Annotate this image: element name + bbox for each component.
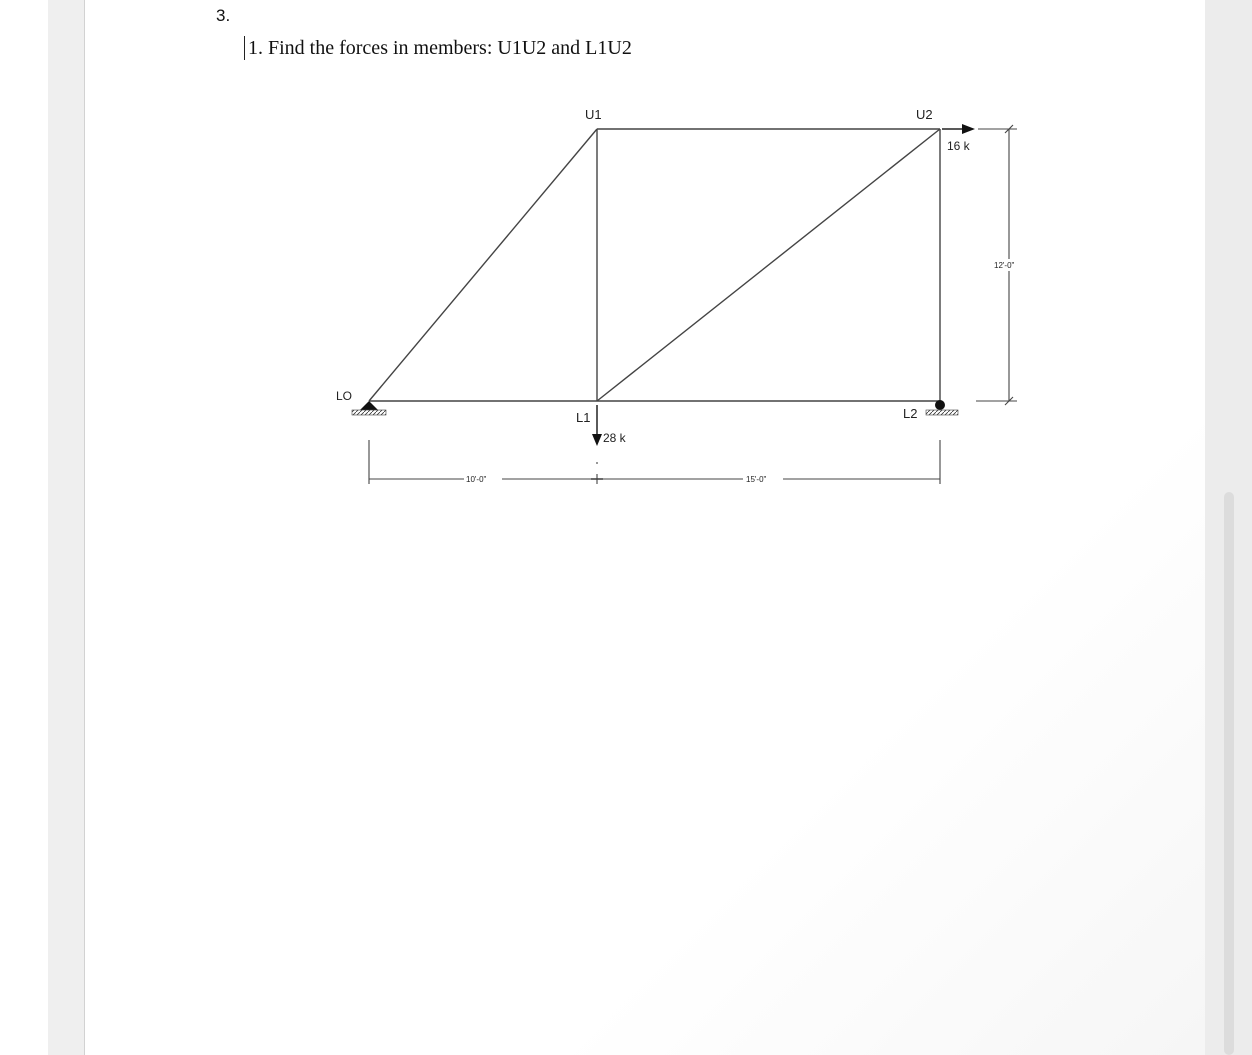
node-label-U2: U2: [916, 107, 933, 122]
node-label-L2: L2: [903, 406, 918, 421]
height-dimension-label: 12'-0": [994, 261, 1015, 270]
span-dimension-line: [369, 440, 940, 484]
right-span-label: 15'-0": [746, 475, 767, 484]
left-span-label: 10'-0": [466, 475, 487, 484]
problem-statement[interactable]: 1. Find the forces in members: U1U2 and L1U2: [244, 36, 632, 60]
horizontal-load-arrow: [942, 124, 975, 134]
member-L0-U1: [369, 129, 597, 401]
question-number: 3.: [216, 6, 231, 25]
node-label-L0: LO: [336, 389, 353, 403]
node-label-L1: L1: [576, 410, 591, 425]
vertical-load-arrow: [592, 405, 602, 446]
roller-support-L2: [926, 400, 958, 415]
vertical-load-label: 28 k: [603, 431, 626, 445]
pin-support-L0: [352, 401, 386, 415]
member-L1-U2: [597, 129, 940, 401]
horizontal-load-label: 16 k: [947, 139, 970, 153]
node-label-U1: U1: [585, 107, 602, 122]
